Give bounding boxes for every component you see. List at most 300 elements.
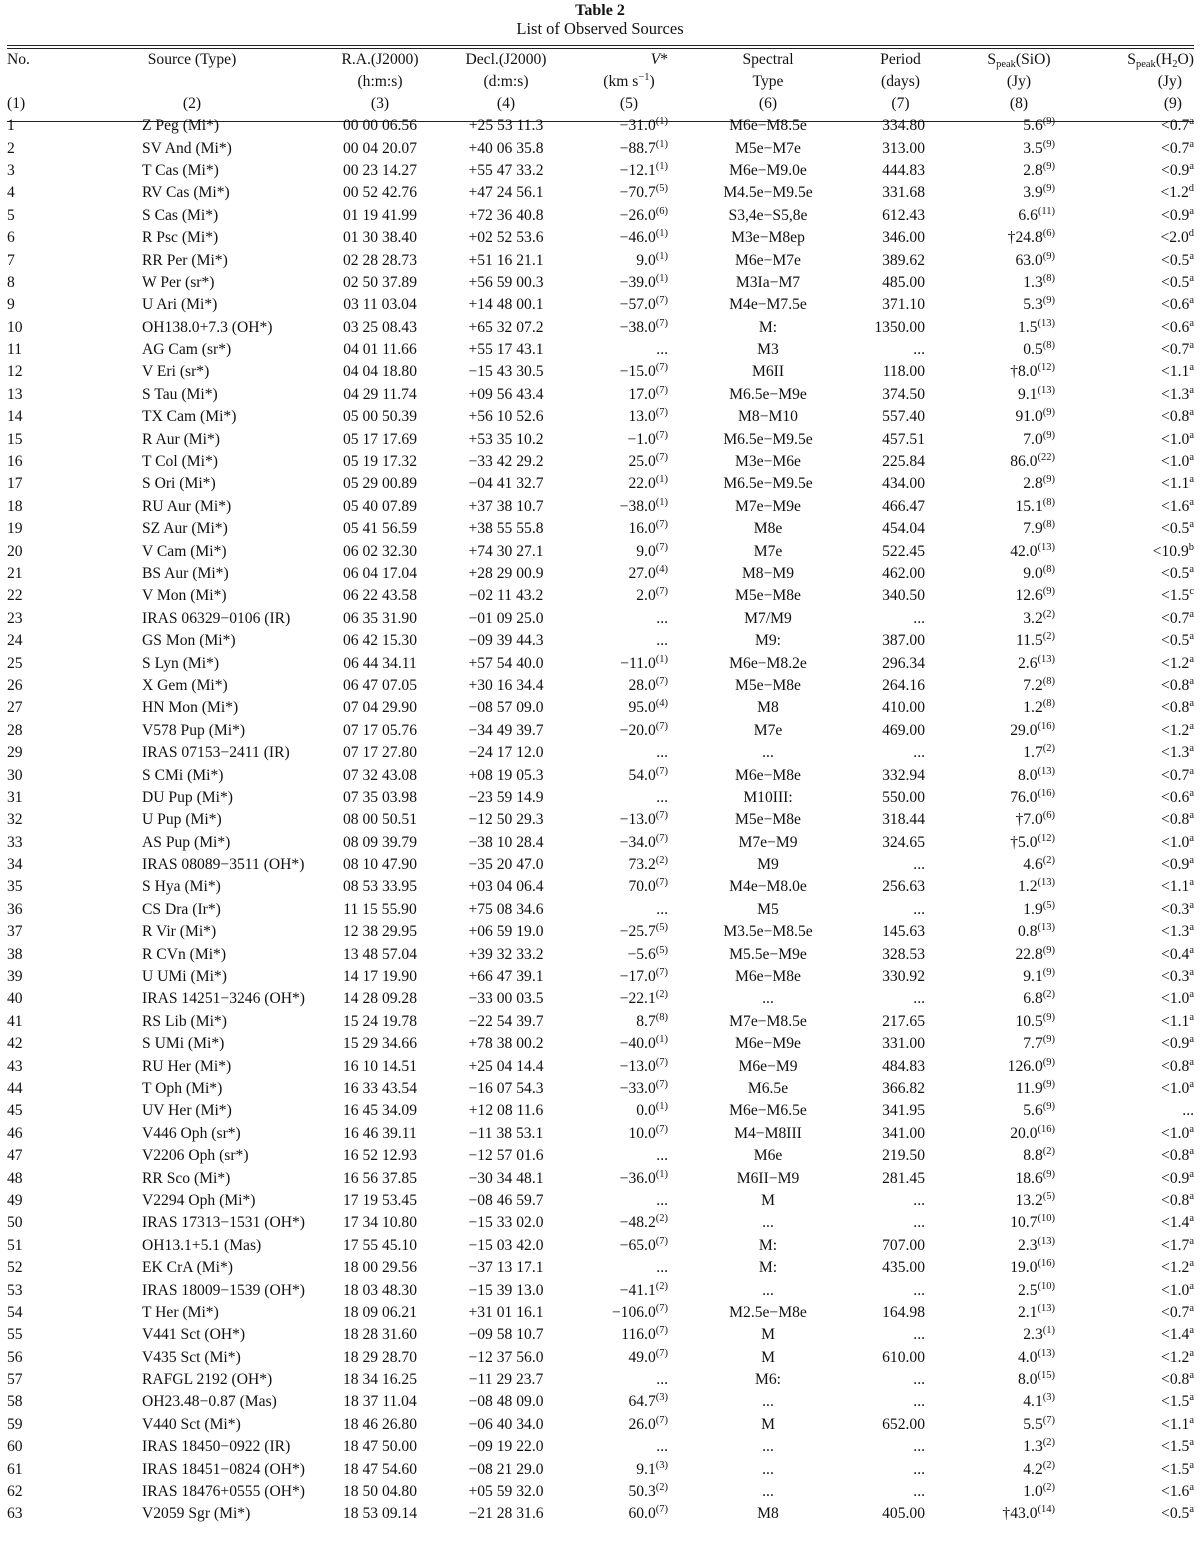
spectral-type: M6II xyxy=(751,363,785,381)
sio-ref-number: 8 xyxy=(1046,272,1052,284)
sio-ref-number: 9 xyxy=(1046,1056,1052,1068)
cell-decl xyxy=(443,1257,569,1279)
period-value: 256.63 xyxy=(882,878,925,896)
table-row xyxy=(7,854,1194,876)
sio-value: †43.0 xyxy=(1002,1505,1038,1523)
sio-ref-number: 9 xyxy=(1046,474,1052,486)
sio-ref: (2) xyxy=(1042,1146,1055,1158)
cell-speak-sio xyxy=(954,1011,1084,1033)
h2o-note: a xyxy=(1189,877,1194,889)
velocity-ref: (7) xyxy=(655,452,668,464)
cell-decl xyxy=(443,809,569,831)
sio-ref: (2) xyxy=(1042,743,1055,755)
table-row xyxy=(7,1145,1194,1167)
ra-value: 16 45 34.09 xyxy=(342,1102,418,1120)
table-row xyxy=(7,1190,1194,1212)
cell-source xyxy=(67,1302,317,1324)
cell-speak-h2o xyxy=(1084,473,1194,495)
cell-source xyxy=(67,630,317,652)
cell-ra xyxy=(317,406,443,428)
cell-number xyxy=(7,1369,67,1391)
velocity-ref-number: 1 xyxy=(659,160,665,172)
cell-spectral xyxy=(689,876,847,898)
sio-ref: (5) xyxy=(1042,1190,1055,1202)
spectral-type: M6e−M8.5e xyxy=(729,117,807,135)
cell-spectral xyxy=(689,1346,847,1368)
cell-source xyxy=(67,1033,317,1055)
decl-value: −06 40 34.0 xyxy=(468,1415,544,1433)
cell-velocity xyxy=(569,966,689,988)
table-row xyxy=(7,1369,1194,1391)
h2o-value: <1.5 xyxy=(1161,587,1190,605)
cell-ra xyxy=(317,1257,443,1279)
velocity-ref: (1) xyxy=(655,138,668,150)
ra-value: 18 50 04.80 xyxy=(342,1483,418,1501)
cell-speak-sio xyxy=(954,1100,1084,1122)
sio-value: †24.8 xyxy=(1007,229,1043,247)
velocity-value: 8.7 xyxy=(636,1012,656,1030)
sio-ref: (2) xyxy=(1042,1459,1055,1471)
cell-number xyxy=(7,1235,67,1257)
cell-period xyxy=(847,764,954,786)
h2o-value: <2.0 xyxy=(1160,229,1189,247)
ra-value: 04 29 11.74 xyxy=(343,385,417,403)
spectral-type: M6e−M6.5e xyxy=(729,1102,807,1120)
cell-number xyxy=(7,1324,67,1346)
cell-source xyxy=(67,943,317,965)
row-number: 58 xyxy=(7,1393,23,1411)
sio-value: 7.9 xyxy=(1023,520,1043,538)
h2o-value: <1.5 xyxy=(1161,1460,1190,1478)
velocity-ref: (7) xyxy=(655,967,668,979)
cell-source xyxy=(67,115,317,137)
row-number: 34 xyxy=(7,856,23,874)
cell-ra xyxy=(317,585,443,607)
ra-value: 00 52 42.76 xyxy=(342,184,418,202)
spectral-type: M5e−M7e xyxy=(735,139,801,157)
col-index-4: (4) xyxy=(496,95,516,112)
ra-value: 00 04 20.07 xyxy=(342,139,418,157)
velocity-ref-number: 7 xyxy=(659,1235,665,1247)
cell-speak-sio xyxy=(954,205,1084,227)
velocity-ref: (7) xyxy=(655,810,668,822)
spectral-type: M6.5e−M9.5e xyxy=(723,475,813,493)
sio-value: 8.0 xyxy=(1018,1371,1038,1389)
cell-number xyxy=(7,899,67,921)
cell-velocity xyxy=(569,832,689,854)
sio-ref-number: 2 xyxy=(1046,1459,1052,1471)
spectral-type: M7e xyxy=(753,542,783,560)
cell-number xyxy=(7,1212,67,1234)
cell-spectral xyxy=(689,1055,847,1077)
cell-velocity xyxy=(569,339,689,361)
sio-value: †5.0 xyxy=(1010,833,1038,851)
cell-period xyxy=(847,1055,954,1077)
cell-source xyxy=(67,1235,317,1257)
sio-ref: (9) xyxy=(1042,160,1055,172)
source-name: R Aur (Mi*) xyxy=(142,430,220,448)
h2o-value: <0.9 xyxy=(1161,1035,1190,1053)
table-row xyxy=(7,585,1194,607)
decl-value: +78 38 00.2 xyxy=(468,1035,544,1053)
cell-speak-h2o xyxy=(1084,227,1194,249)
cell-number xyxy=(7,428,67,450)
decl-value: +14 48 00.1 xyxy=(468,296,544,314)
sio-ref: (13) xyxy=(1037,922,1055,934)
source-name: V2206 Oph (sr*) xyxy=(142,1147,249,1165)
table-row xyxy=(7,1011,1194,1033)
cell-period xyxy=(847,518,954,540)
velocity-ref-number: 7 xyxy=(659,675,665,687)
ra-value: 05 41 56.59 xyxy=(342,520,418,538)
spectral-type: M xyxy=(761,1326,775,1344)
cell-source xyxy=(67,339,317,361)
sio-value: 1.3 xyxy=(1023,273,1043,291)
cell-speak-sio xyxy=(954,1503,1084,1525)
cell-source xyxy=(67,451,317,473)
ra-value: 06 35 31.90 xyxy=(342,609,418,627)
decl-value: +28 29 00.9 xyxy=(468,565,544,582)
sio-value: 1.2 xyxy=(1023,699,1043,717)
source-name: OH138.0+7.3 (OH*) xyxy=(142,318,273,336)
sio-ref: (16) xyxy=(1037,1258,1055,1270)
cell-velocity xyxy=(569,585,689,607)
velocity-ref-number: 7 xyxy=(659,1078,665,1090)
period-value: 707.00 xyxy=(882,1236,925,1254)
cell-decl xyxy=(443,899,569,921)
cell-velocity xyxy=(569,854,689,876)
velocity-ref: (7) xyxy=(655,1123,668,1135)
cell-velocity xyxy=(569,182,689,204)
source-name: V2059 Sgr (Mi*) xyxy=(142,1505,251,1523)
cell-spectral xyxy=(689,1212,847,1234)
sio-ref: (12) xyxy=(1037,362,1055,374)
cell-ra xyxy=(317,720,443,742)
cell-speak-h2o xyxy=(1084,1123,1194,1145)
table-row xyxy=(7,1481,1194,1503)
cell-decl xyxy=(443,496,569,518)
h2o-value: <0.5 xyxy=(1161,632,1190,650)
cell-ra xyxy=(317,496,443,518)
sio-ref: (13) xyxy=(1037,1347,1055,1359)
period-value: ... xyxy=(913,900,925,918)
h2o-note: a xyxy=(1189,1011,1194,1023)
cell-number xyxy=(7,1481,67,1503)
velocity-ref: (7) xyxy=(655,1078,668,1090)
cell-speak-h2o xyxy=(1084,137,1194,159)
period-value: 334.80 xyxy=(882,117,925,135)
velocity-value: 25.0 xyxy=(628,453,656,471)
cell-number xyxy=(7,249,67,271)
velocity-value: 64.7 xyxy=(628,1393,656,1411)
velocity-ref: (7) xyxy=(655,765,668,777)
sio-ref-number: 12 xyxy=(1041,832,1052,844)
period-value: ... xyxy=(913,609,925,627)
h2o-value: <0.5 xyxy=(1161,1505,1190,1523)
period-value: ... xyxy=(913,744,925,762)
period-value: 485.00 xyxy=(882,273,925,291)
ra-value: 18 03 48.30 xyxy=(342,1281,418,1299)
cell-spectral xyxy=(689,384,847,406)
cell-speak-sio xyxy=(954,227,1084,249)
cell-ra xyxy=(317,272,443,294)
h2o-value: <1.0 xyxy=(1161,430,1190,448)
spectral-type: M2.5e−M8e xyxy=(729,1303,807,1321)
table-row xyxy=(7,249,1194,271)
cell-speak-sio xyxy=(954,720,1084,742)
cell-ra xyxy=(317,227,443,249)
cell-decl xyxy=(443,294,569,316)
sio-ref: (9) xyxy=(1042,138,1055,150)
source-name: S CMi (Mi*) xyxy=(142,766,224,784)
cell-spectral xyxy=(689,1458,847,1480)
row-number: 19 xyxy=(7,520,23,538)
h2o-note: b xyxy=(1188,541,1194,553)
decl-value: −08 21 29.0 xyxy=(468,1460,544,1478)
h2o-note: a xyxy=(1189,899,1194,911)
velocity-ref-number: 7 xyxy=(659,877,665,889)
ra-value: 07 35 03.98 xyxy=(342,788,418,806)
period-value: 405.00 xyxy=(882,1505,925,1523)
decl-value: +72 36 40.8 xyxy=(468,206,544,224)
source-name: U Pup (Mi*) xyxy=(142,811,222,829)
sio-ref: (9) xyxy=(1042,1078,1055,1090)
period-value: 340.50 xyxy=(882,587,925,605)
cell-speak-sio xyxy=(954,1369,1084,1391)
row-number: 2 xyxy=(7,139,15,157)
cell-decl xyxy=(443,451,569,473)
row-number: 38 xyxy=(7,945,23,963)
velocity-ref: (7) xyxy=(655,1056,668,1068)
h2o-note: a xyxy=(1189,1437,1194,1449)
velocity-ref-number: 8 xyxy=(659,1011,665,1023)
spectral-type: M7e xyxy=(753,721,783,739)
cell-speak-h2o xyxy=(1084,1011,1194,1033)
cell-ra xyxy=(317,540,443,562)
cell-decl xyxy=(443,1190,569,1212)
row-number: 29 xyxy=(7,744,23,762)
cell-spectral xyxy=(689,294,847,316)
cell-ra xyxy=(317,854,443,876)
cell-decl xyxy=(443,160,569,182)
cell-source xyxy=(67,966,317,988)
velocity-value: −46.0 xyxy=(619,229,656,247)
cell-period xyxy=(847,294,954,316)
decl-value: −04 41 32.7 xyxy=(468,475,544,493)
cell-speak-sio xyxy=(954,137,1084,159)
decl-value: −30 34 48.1 xyxy=(468,1169,544,1187)
h2o-value: <0.7 xyxy=(1161,341,1190,359)
table-row xyxy=(7,832,1194,854)
table-row xyxy=(7,1055,1194,1077)
spectral-type: M6e−M9 xyxy=(738,1057,798,1075)
ra-value: 05 19 17.32 xyxy=(342,453,418,471)
cell-decl xyxy=(443,1100,569,1122)
cell-velocity xyxy=(569,451,689,473)
ra-value: 14 17 19.90 xyxy=(342,968,418,986)
cell-period xyxy=(847,876,954,898)
velocity-value: −48.2 xyxy=(619,1214,656,1232)
sio-ref: (9) xyxy=(1042,1034,1055,1046)
cell-spectral xyxy=(689,1123,847,1145)
spectral-type: M8e xyxy=(753,520,783,538)
period-value: 328.53 xyxy=(882,945,925,963)
velocity-ref-number: 7 xyxy=(659,519,665,531)
cell-spectral xyxy=(689,1011,847,1033)
spectral-type: M3Ia−M7 xyxy=(735,273,801,291)
velocity-value: −1.0 xyxy=(627,430,656,448)
col-header-source: Source (Type) xyxy=(147,51,237,68)
spectral-type: M6e−M7e xyxy=(735,251,801,269)
cell-spectral xyxy=(689,473,847,495)
sio-value: 4.1 xyxy=(1023,1393,1043,1411)
h2o-value: <1.2 xyxy=(1161,654,1190,672)
ra-value: 08 00 50.51 xyxy=(342,811,418,829)
cell-ra xyxy=(317,764,443,786)
cell-period xyxy=(847,428,954,450)
cell-speak-sio xyxy=(954,943,1084,965)
sio-ref: (12) xyxy=(1037,832,1055,844)
sio-ref-number: 5 xyxy=(1046,899,1052,911)
spectral-type: M7e−M9e xyxy=(735,497,801,515)
velocity-value: −25.7 xyxy=(619,923,656,941)
cell-period xyxy=(847,585,954,607)
velocity-ref-number: 7 xyxy=(659,810,665,822)
cell-decl xyxy=(443,988,569,1010)
row-number: 21 xyxy=(7,565,23,582)
cell-period xyxy=(847,966,954,988)
cell-speak-h2o xyxy=(1084,608,1194,630)
cell-spectral xyxy=(689,1167,847,1189)
cell-velocity xyxy=(569,1481,689,1503)
sio-ref: (13) xyxy=(1037,653,1055,665)
row-number: 5 xyxy=(7,206,15,224)
period-value: 164.98 xyxy=(882,1303,925,1321)
cell-speak-sio xyxy=(954,742,1084,764)
period-value: 410.00 xyxy=(882,699,925,717)
cell-speak-h2o xyxy=(1084,854,1194,876)
decl-value: +25 04 14.4 xyxy=(468,1057,544,1075)
sio-value: 8.8 xyxy=(1023,1147,1043,1165)
h2o-value: <1.0 xyxy=(1161,453,1190,471)
spectral-type: M5e−M8e xyxy=(735,676,801,694)
sio-ref: (8) xyxy=(1042,675,1055,687)
cell-number xyxy=(7,1011,67,1033)
cell-number xyxy=(7,182,67,204)
sio-ref: (9) xyxy=(1042,944,1055,956)
table-row xyxy=(7,1436,1194,1458)
sio-value: 0.8 xyxy=(1018,923,1038,941)
cell-speak-sio xyxy=(954,406,1084,428)
velocity-value: −20.0 xyxy=(619,721,656,739)
h2o-value: <0.6 xyxy=(1161,788,1190,806)
cell-speak-sio xyxy=(954,317,1084,339)
velocity-ref: (5) xyxy=(655,183,668,195)
sio-ref: (11) xyxy=(1037,205,1055,217)
cell-spectral xyxy=(689,809,847,831)
period-value: 318.44 xyxy=(882,811,925,829)
table-row xyxy=(7,272,1194,294)
cell-spectral xyxy=(689,675,847,697)
cell-period xyxy=(847,1324,954,1346)
ra-value: 03 25 08.43 xyxy=(342,318,418,336)
source-name: U Ari (Mi*) xyxy=(142,296,218,314)
cell-spectral xyxy=(689,787,847,809)
velocity-value: −88.7 xyxy=(619,139,656,157)
velocity-ref-number: 2 xyxy=(659,1482,665,1494)
source-name: IRAS 06329−0106 (IR) xyxy=(142,609,291,627)
ra-value: 18 53 09.14 xyxy=(342,1505,418,1523)
velocity-value: 27.0 xyxy=(628,565,656,582)
period-value: ... xyxy=(913,1483,925,1501)
velocity-ref: (2) xyxy=(655,989,668,1001)
row-number: 13 xyxy=(7,385,23,403)
col-unit-ra: (h:m:s) xyxy=(357,73,403,90)
row-number: 1 xyxy=(7,117,15,135)
cell-number xyxy=(7,317,67,339)
h2o-value: <0.8 xyxy=(1161,1371,1190,1389)
velocity-ref: (1) xyxy=(655,116,668,128)
cell-velocity xyxy=(569,1055,689,1077)
decl-value: −23 59 14.9 xyxy=(468,788,544,806)
cell-source xyxy=(67,1391,317,1413)
cell-velocity xyxy=(569,1346,689,1368)
cell-speak-h2o xyxy=(1084,272,1194,294)
ra-value: 01 30 38.40 xyxy=(342,229,418,247)
sio-value: 126.0 xyxy=(1007,1057,1043,1075)
cell-decl xyxy=(443,675,569,697)
source-name: V446 Oph (sr*) xyxy=(142,1124,241,1142)
velocity-value: −5.6 xyxy=(627,945,656,963)
cell-velocity xyxy=(569,742,689,764)
row-number: 11 xyxy=(7,341,23,359)
table-row xyxy=(7,652,1194,674)
cell-speak-sio xyxy=(954,361,1084,383)
decl-value: +30 16 34.4 xyxy=(468,676,544,694)
sio-ref-number: 9 xyxy=(1046,407,1052,419)
decl-value: +09 56 43.4 xyxy=(468,385,544,403)
velocity-ref-number: 7 xyxy=(659,1414,665,1426)
table-row xyxy=(7,1257,1194,1279)
sio-ref: (13) xyxy=(1037,1302,1055,1314)
cell-speak-h2o xyxy=(1084,899,1194,921)
cell-speak-sio xyxy=(954,1436,1084,1458)
cell-source xyxy=(67,406,317,428)
source-name: V Eri (sr*) xyxy=(142,363,210,381)
sio-ref-number: 2 xyxy=(1046,608,1052,620)
col-header-no: No. xyxy=(7,51,30,68)
cell-speak-h2o xyxy=(1084,317,1194,339)
sio-value: †8.0 xyxy=(1010,363,1038,381)
cell-period xyxy=(847,652,954,674)
cell-decl xyxy=(443,1436,569,1458)
cell-speak-h2o xyxy=(1084,921,1194,943)
sio-ref-number: 2 xyxy=(1046,1146,1052,1158)
cell-velocity xyxy=(569,160,689,182)
velocity-ref-number: 7 xyxy=(659,1347,665,1359)
cell-speak-h2o xyxy=(1084,652,1194,674)
sio-ref-number: 9 xyxy=(1046,138,1052,150)
cell-decl xyxy=(443,1391,569,1413)
cell-velocity xyxy=(569,899,689,921)
source-name: AS Pup (Mi*) xyxy=(142,833,231,851)
period-value: 118.00 xyxy=(882,363,925,381)
cell-ra xyxy=(317,137,443,159)
period-value: 374.50 xyxy=(882,385,925,403)
cell-decl xyxy=(443,1369,569,1391)
cell-source xyxy=(67,205,317,227)
cell-source xyxy=(67,720,317,742)
